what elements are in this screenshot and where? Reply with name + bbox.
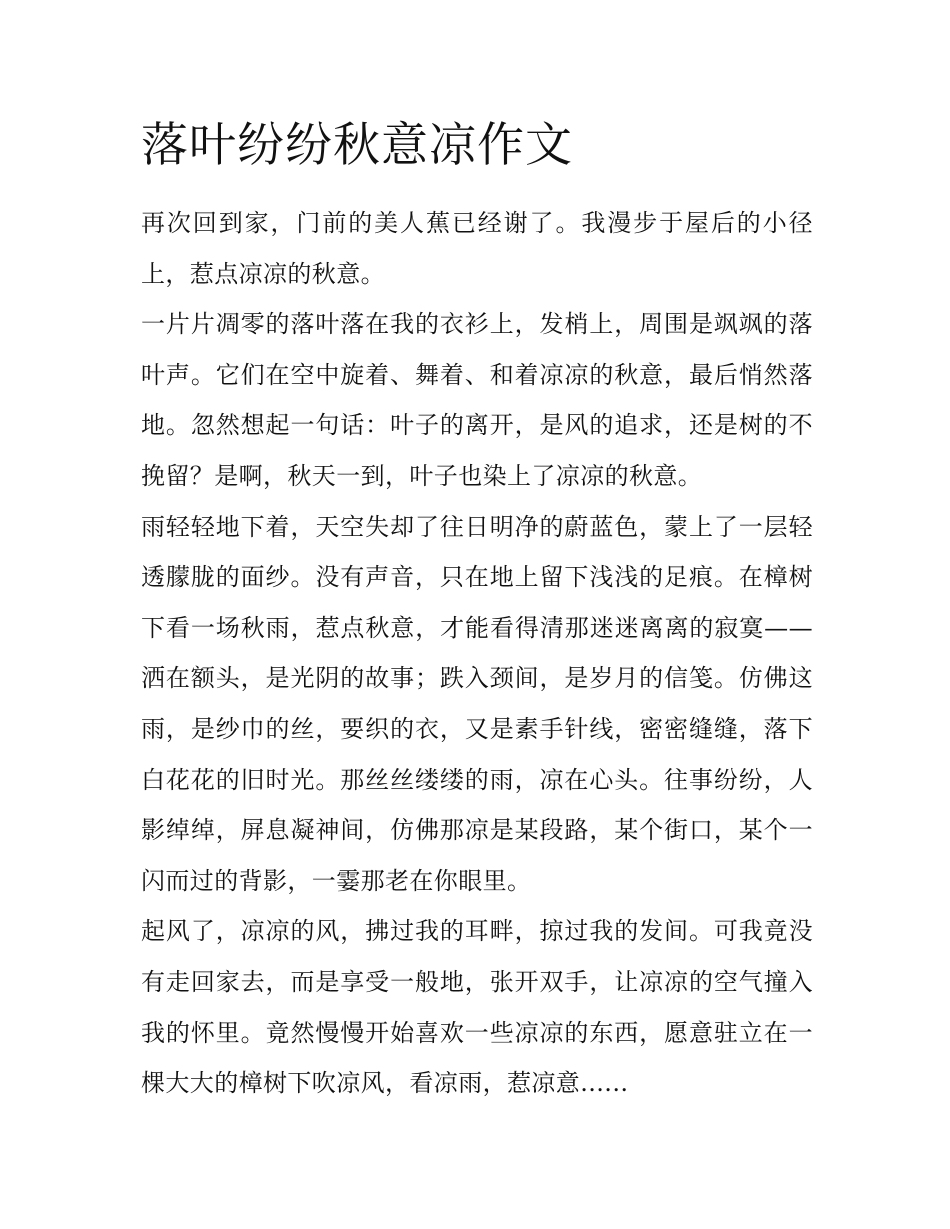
paragraph-3: 雨轻轻地下着，天空失却了往日明净的蔚蓝色，蒙上了一层轻透朦胧的面纱。没有声音，只在地上留下浅浅的足痕。在樟树下看一场秋雨，惹点秋意，才能看得清那迷迷离离的寂寞——洒在额头，是光阴的故事；跌入颈间，是岁月的信笺。仿佛这雨，是纱巾的丝，要织的衣，又是素手针线，密密缝缝，落下白花花的旧时光。那丝丝缕缕的雨，凉在心头。往事纷纷，人影绰绰，屏息凝神间，仿佛那凉是某段路，某个街口，某个一闪而过的背影，一霎那老在你眼里。 bbox=[141, 512, 813, 895]
document-body bbox=[141, 198, 813, 1109]
paragraph-4: 起风了，凉凉的风，拂过我的耳畔，掠过我的发间。可我竟没有走回家去，而是享受一般地，张开双手，让凉凉的空气撞入我的怀里。竟然慢慢开始喜欢一些凉凉的东西，愿意驻立在一棵大大的樟树下吹凉风，看凉雨，惹凉意...... bbox=[141, 917, 813, 1098]
document-title: 落叶纷纷秋意凉作文 bbox=[141, 118, 573, 173]
paragraph-1: 再次回到家，门前的美人蕉已经谢了。我漫步于屋后的小径上，惹点凉凉的秋意。 bbox=[141, 209, 813, 288]
paragraph-2: 一片片凋零的落叶落在我的衣衫上，发梢上，周围是飒飒的落叶声。它们在空中旋着、舞着、和着凉凉的秋意，最后悄然落地。忽然想起一句话：叶子的离开，是风的追求，还是树的不挽留？是啊，秋天一到，叶子也染上了凉凉的秋意。 bbox=[141, 310, 813, 490]
document-page bbox=[141, 110, 813, 1109]
